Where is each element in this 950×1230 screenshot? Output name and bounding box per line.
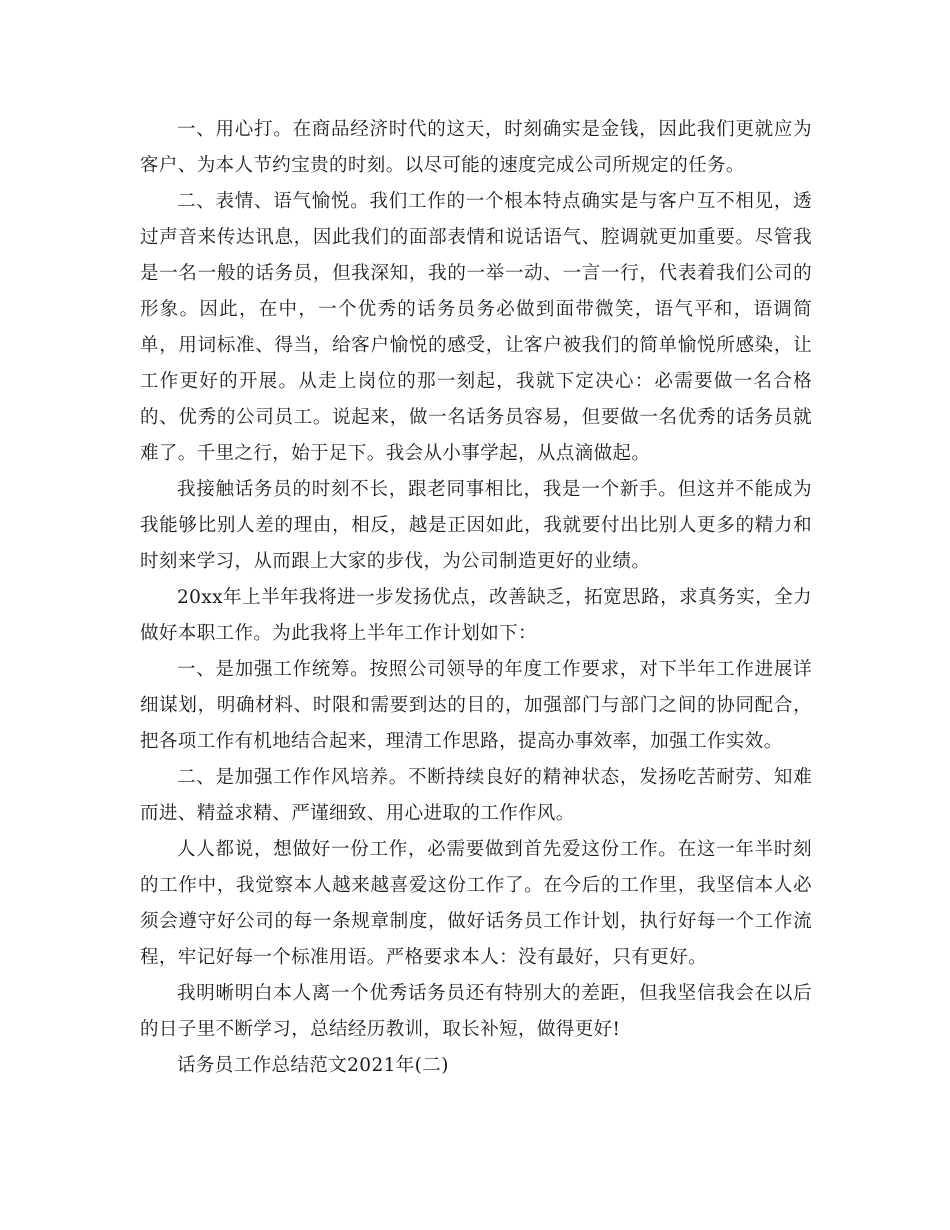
section-heading: 话务员工作总结范文2021年(二) [177, 1055, 449, 1076]
document-body [140, 112, 812, 1084]
paragraph-3: 我接触话务员的时刻不长，跟老同事相比，我是一个新手。但这并不能成为我能够比别人差的理由，相反，越是正因如此，我就要付出比别人更多的精力和时刻来学习，从而跟上大家的步伐，为公司制造更好的业绩。 [140, 479, 812, 572]
paragraph-7: 人人都说，想做好一份工作，必需要做到首先爱这份工作。在这一年半时刻的工作中，我觉察本人越来越喜爱这份工作了。在今后的工作里，我坚信本人必须会遵守好公司的每一条规章制度，做好话务员工作计划，执行好每一个工作流程，牢记好每一个标准用语。严格要求本人：没有最好，只有更好。 [140, 839, 812, 968]
paragraph-6: 二、是加强工作作风培养。不断持续良好的精神状态，发扬吃苦耐劳、知难而进、精益求精、严谨细致、用心进取的工作作风。 [140, 767, 812, 824]
paragraph-1: 一、用心打。在商品经济时代的这天，时刻确实是金钱，因此我们更就应为客户、为本人节约宝贵的时刻。以尽可能的速度完成公司所规定的任务。 [140, 119, 812, 176]
paragraph-2: 二、表情、语气愉悦。我们工作的一个根本特点确实是与客户互不相见，透过声音来传达讯息，因此我们的面部表情和说话语气、腔调就更加重要。尽管我是一名一般的话务员，但我深知，我的一举一动、一言一行，代表着我们公司的形象。因此，在中，一个优秀的话务员务必做到面带微笑，语气平和，语调简单，用词标准、得当，给客户愉悦的感受，让客户被我们的简单愉悦所感染，让工作更好的开展。从走上岗位的那一刻起，我就下定决心：必需要做一名合格的、优秀的公司员工。说起来，做一名话务员容易，但要做一名优秀的话务员就难了。千里之行，始于足下。我会从小事学起，从点滴做起。 [140, 191, 812, 464]
paragraph-5: 一、是加强工作统筹。按照公司领导的年度工作要求，对下半年工作进展详细谋划，明确材料、时限和需要到达的目的，加强部门与部门之间的协同配合，把各项工作有机地结合起来，理清工作思路，提高办事效率，加强工作实效。 [140, 659, 812, 752]
paragraph-8: 我明晰明白本人离一个优秀话务员还有特别大的差距，但我坚信我会在以后的日子里不断学习，总结经历教训，取长补短，做得更好! [140, 983, 812, 1040]
paragraph-4: 20xx年上半年我将进一步发扬优点，改善缺乏，拓宽思路，求真务实，全力做好本职工作。为此我将上半年工作计划如下： [140, 587, 812, 644]
